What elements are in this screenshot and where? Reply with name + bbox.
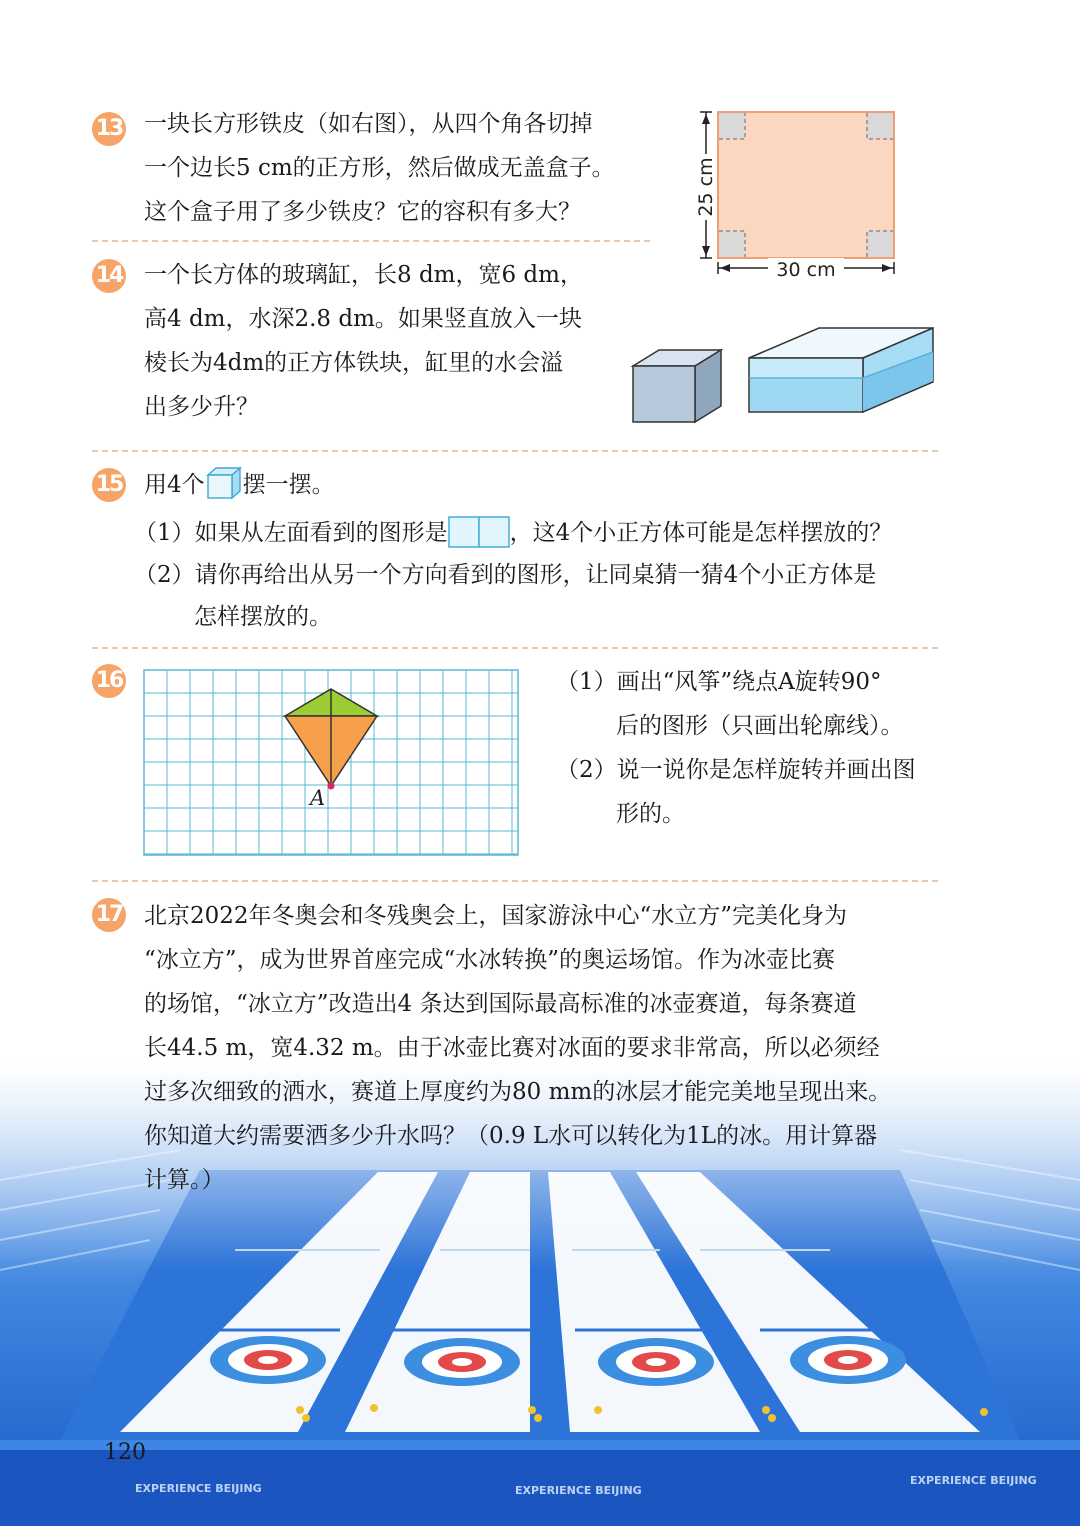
problem-14-line-2: 高4 dm，水深2.8 dm。如果竖直放入一块 — [144, 306, 582, 332]
problem-14-line-4: 出多少升？ — [144, 394, 259, 420]
footer-logo-3: EXPERIENCE BEIJING — [910, 1474, 1037, 1487]
problem-13-line-3: 这个盒子用了多少铁皮？它的容积有多大？ — [144, 199, 581, 225]
divider-15 — [92, 647, 938, 649]
problem-15-badge: 15 — [92, 468, 126, 502]
problem-16-q1-line-2: 后的图形（只画出轮廓线）。 — [616, 713, 904, 739]
problem-13-line-2: 一个边长5 cm的正方形，然后做成无盖盒子。 — [144, 155, 615, 181]
problem-16-q2-index: （2） — [556, 757, 617, 783]
problem-16-badge: 16 — [92, 664, 126, 698]
problem-15-intro — [144, 463, 335, 507]
sheet-width-label: 30 cm — [776, 259, 836, 281]
page-number: 120 — [104, 1440, 146, 1465]
two-square-view-icon — [448, 516, 510, 548]
kite-grid-figure — [142, 668, 522, 858]
divider-13 — [92, 240, 650, 242]
problem-15-q1-text-end: ，这4个小正方体可能是怎样摆放的？ — [509, 520, 893, 546]
problem-16-q1-index: （1） — [556, 669, 617, 695]
divider-14 — [92, 450, 938, 452]
problem-16-q1-text-1: 画出“风筝”绕点A旋转90° — [616, 669, 882, 695]
problem-16-q2-line-2: 形的。 — [616, 801, 685, 827]
problem-17-line-1: 北京2022年冬奥会和冬残奥会上，国家游泳中心“水立方”完美化身为 — [144, 903, 848, 929]
problem-17-badge: 17 — [92, 898, 126, 932]
divider-16 — [92, 880, 938, 882]
problem-14-badge: 14 — [92, 259, 126, 293]
problem-15-q1-text-start: 如果从左面看到的图形是 — [194, 520, 448, 546]
sheet-figure — [690, 100, 910, 290]
problem-15-q1-index: （1） — [134, 520, 195, 546]
problem-15-q1 — [134, 511, 892, 555]
problem-15-q2-text-1: 请你再给出从另一个方向看到的图形，让同桌猜一猜4个小正方体是 — [194, 562, 877, 588]
problem-15-q2-line-2: 怎样摆放的。 — [194, 604, 332, 630]
footer-logo-2: EXPERIENCE BEIJING — [515, 1484, 642, 1497]
small-cube-icon — [205, 465, 243, 501]
problem-17-line-2: “冰立方”，成为世界首座完成“水冰转换”的奥运场馆。作为冰壶比赛 — [144, 947, 836, 973]
problem-17-line-5: 过多次细致的洒水，赛道上厚度约为80 mm的冰层才能完美地呈现出来。 — [144, 1079, 892, 1105]
problem-14-line-3: 棱长为4dm的正方体铁块，缸里的水会溢 — [144, 350, 564, 376]
point-a-label: A — [310, 786, 326, 810]
problem-14-line-1: 一个长方体的玻璃缸，长8 dm，宽6 dm， — [144, 262, 583, 288]
cube-and-tank-figure — [625, 320, 945, 430]
problem-13-line-1: 一块长方形铁皮（如右图），从四个角各切掉 — [144, 111, 593, 137]
problem-17-line-6: 你知道大约需要洒多少升水吗？（0.9 L水可以转化为1L的冰。用计算器 — [144, 1123, 878, 1149]
problem-15-q2-line-1 — [134, 553, 876, 597]
problem-17-line-7: 计算。） — [144, 1167, 225, 1193]
problem-16-q2-text-1: 说一说你是怎样旋转并画出图 — [616, 757, 916, 783]
problem-16-q1-line-1 — [556, 660, 882, 704]
problem-16-q2-line-1 — [556, 748, 916, 792]
problem-15-intro-start: 用4个 — [144, 472, 205, 498]
problem-17-line-4: 长44.5 m，宽4.32 m。由于冰壶比赛对冰面的要求非常高，所以必须经 — [144, 1035, 880, 1061]
problem-13-badge: 13 — [92, 112, 126, 146]
problem-15-q2-index: （2） — [134, 562, 195, 588]
footer-logo-1: EXPERIENCE BEIJING — [135, 1482, 262, 1495]
problem-15-intro-end: 摆一摆。 — [242, 472, 335, 498]
problem-17-line-3: 的场馆，“冰立方”改造出4 条达到国际最高标准的冰壶赛道，每条赛道 — [144, 991, 857, 1017]
sheet-height-label: 25 cm — [695, 157, 717, 217]
